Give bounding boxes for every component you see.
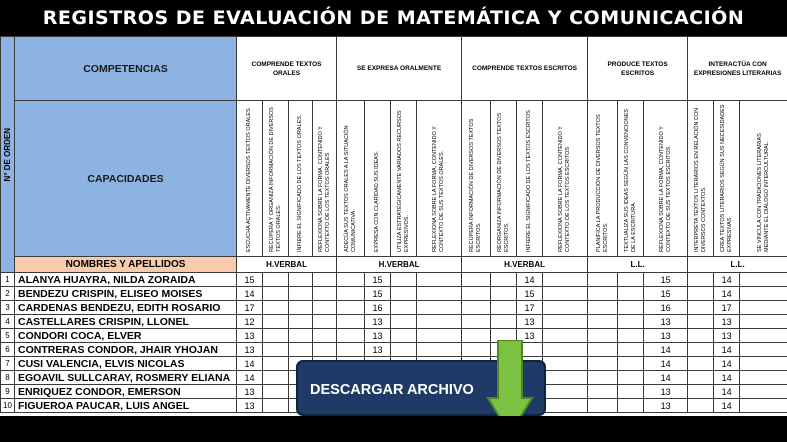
empty-cell [618, 273, 644, 287]
orden-label: N° DE ORDEN [3, 127, 12, 182]
capacidad-text: INFIERE EL SIGNIFICADO DE LOS TEXTOS ORALES. [297, 114, 303, 252]
capacidad-cell [462, 101, 491, 257]
empty-cell [391, 329, 417, 343]
page-title: REGISTROS DE EVALUACIÓN DE MATEMÁTICA Y COMUNICACIÓN [0, 0, 787, 36]
grade-cell: 13 [237, 329, 263, 343]
capacidad-cell [365, 101, 391, 257]
empty-cell [462, 315, 491, 329]
capacidad-cell [740, 101, 787, 257]
student-name: ALANYA HUAYRA, NILDA ZORAIDA [15, 273, 237, 287]
empty-cell [289, 329, 313, 343]
capacidad-text: REFLEXIONA SOBRE LA FORMA, CONTENIDO Y CONTEXTO DE LOS TEXTOS ESCRITOS [558, 126, 572, 252]
row-number: 1 [1, 273, 15, 287]
empty-cell [337, 287, 365, 301]
empty-cell [740, 357, 787, 371]
grade-cell: 14 [644, 343, 688, 357]
empty-cell [263, 329, 289, 343]
capacidad-text: REORGANIZA INFORMACIÓN DE DIVERSOS TEXTOS ESCRITOS. [496, 112, 510, 252]
empty-cell [740, 343, 787, 357]
capacidad-cell [714, 101, 740, 257]
grade-cell: 15 [644, 273, 688, 287]
grade-cell: 13 [517, 315, 543, 329]
student-name: CUSI VALENCIA, ELVIS NICOLAS [15, 357, 237, 371]
capacidad-text: REFLEXIONA SOBRE LA FORMA, CONTENIDO Y CONTEXTO DE SUS TEXTOS ORALES. [432, 126, 446, 252]
empty-cell [543, 329, 588, 343]
empty-cell [417, 329, 462, 343]
student-name: CASTELLARES CRISPIN, LLONEL [15, 315, 237, 329]
nombres-header: NOMBRES Y APELLIDOS [15, 257, 237, 273]
empty-cell [391, 273, 417, 287]
grade-cell: 13 [365, 315, 391, 329]
capacidades-header: CAPACIDADES [15, 101, 237, 257]
empty-cell [263, 371, 289, 385]
empty-cell [289, 301, 313, 315]
competencias-header: COMPETENCIAS [15, 37, 237, 101]
grade-cell: 14 [517, 273, 543, 287]
student-name: ENRIQUEZ CONDOR, EMERSON [15, 385, 237, 399]
empty-cell [391, 301, 417, 315]
grade-cell: 12 [237, 315, 263, 329]
capacidad-cell [417, 101, 462, 257]
empty-cell [688, 329, 714, 343]
empty-cell [618, 385, 644, 399]
instrumento-1: H.VERBAL [237, 257, 337, 273]
student-name: BENDEZU CRISPIN, ELISEO MOISES [15, 287, 237, 301]
capacidad-cell [289, 101, 313, 257]
empty-cell [740, 385, 787, 399]
empty-cell [688, 343, 714, 357]
grade-cell: 15 [237, 273, 263, 287]
row-number: 2 [1, 287, 15, 301]
empty-cell [263, 343, 289, 357]
empty-cell [618, 371, 644, 385]
empty-cell [740, 315, 787, 329]
empty-cell [313, 315, 337, 329]
empty-cell [417, 287, 462, 301]
empty-cell [740, 399, 787, 413]
student-name: EGOAVIL SULLCARAY, ROSMERY ELIANA [15, 371, 237, 385]
capacidad-cell [337, 101, 365, 257]
capacidad-cell [263, 101, 289, 257]
capacidad-cell [688, 101, 714, 257]
empty-cell [543, 357, 588, 371]
empty-cell [740, 273, 787, 287]
capacidad-text: RECUPERA Y ORGANIZA INFORMACIÓN DE DIVERSOS TEXTOS ORALES. [268, 107, 282, 252]
empty-cell [313, 343, 337, 357]
empty-cell [588, 371, 618, 385]
grade-cell: 13 [644, 329, 688, 343]
empty-cell [313, 273, 337, 287]
grade-cell: 13 [237, 399, 263, 413]
empty-cell [417, 301, 462, 315]
student-name: FIGUEROA PAUCAR, LUIS ANGEL [15, 399, 237, 413]
grade-cell: 13 [237, 385, 263, 399]
capacidad-text: CREA TEXTOS LITERARIOS SEGÚN SUS NECESIDADES EXPRESIVAS [719, 104, 733, 252]
grade-cell: 14 [714, 343, 740, 357]
empty-cell [543, 399, 588, 413]
capacidad-cell [391, 101, 417, 257]
capacidad-text: ADECÚA SUS TEXTOS ORALES A LA SITUACIÓN COMUNICATIVA. [343, 125, 357, 252]
empty-cell [491, 301, 517, 315]
capacidad-text: INTERPRETA TEXTOS LITERARIOS EN RELACIÓN CON DIVERSOS CONTEXTOS. [693, 107, 707, 252]
row-number: 6 [1, 343, 15, 357]
capacidad-cell [588, 101, 618, 257]
grade-cell: 14 [714, 371, 740, 385]
empty-cell [688, 273, 714, 287]
capacidad-cell [237, 101, 263, 257]
grade-cell: 14 [714, 399, 740, 413]
grade-cell: 14 [714, 385, 740, 399]
empty-cell [588, 357, 618, 371]
empty-cell [462, 301, 491, 315]
capacidad-text: UTILIZA ESTRATÉGICAMENTE VARIADOS RECURSOS EXPRESIVOS. [396, 110, 410, 252]
grade-cell: 14 [644, 371, 688, 385]
empty-cell [688, 385, 714, 399]
empty-cell [263, 273, 289, 287]
competencia-1: COMPRENDE TEXTOS ORALES [237, 37, 337, 101]
capacidad-text: TEXTUALIZA SUS IDEAS SEGÚN LAS CONVENCIONES DE LA ESCRITURA. [623, 108, 637, 252]
empty-cell [688, 357, 714, 371]
capacidad-text: REFLEXIONA SOBRE LA FORMA, CONTENIDO Y CONTEXTO DE LOS TEXTOS ORALES [317, 126, 331, 252]
empty-cell [588, 315, 618, 329]
empty-cell [391, 315, 417, 329]
empty-cell [337, 329, 365, 343]
instrumento-3: H.VERBAL [462, 257, 588, 273]
empty-cell [417, 315, 462, 329]
empty-cell [263, 301, 289, 315]
grade-cell: 17 [714, 301, 740, 315]
table-row [1, 287, 787, 301]
empty-cell [618, 343, 644, 357]
student-name: CARDENAS BENDEZU, EDITH ROSARIO [15, 301, 237, 315]
row-number: 8 [1, 371, 15, 385]
empty-cell [337, 301, 365, 315]
bottom-bar [0, 416, 787, 442]
empty-cell [337, 273, 365, 287]
empty-cell [491, 287, 517, 301]
capacidad-cell [517, 101, 543, 257]
capacidad-text: PLANIFICA LA PRODUCCIÓN DE DIVERSOS TEXTOS ESCRITOS. [595, 114, 609, 252]
row-number: 5 [1, 329, 15, 343]
empty-cell [740, 287, 787, 301]
empty-cell [543, 343, 588, 357]
grade-cell: 13 [644, 399, 688, 413]
instrumento-5: L.L. [688, 257, 787, 273]
grade-cell: 16 [644, 301, 688, 315]
capacidad-text: INFIERE EL SIGNIFICADO DE LOS TEXTOS ESCRITOS. [526, 108, 533, 252]
grade-cell: 17 [237, 301, 263, 315]
empty-cell [462, 287, 491, 301]
empty-cell [289, 273, 313, 287]
grade-cell: 13 [517, 329, 543, 343]
empty-cell [618, 287, 644, 301]
empty-cell [491, 273, 517, 287]
grade-cell: 14 [237, 357, 263, 371]
empty-cell [289, 315, 313, 329]
empty-cell [417, 343, 462, 357]
empty-cell [740, 301, 787, 315]
grade-cell: 14 [714, 273, 740, 287]
capacidad-text: RECUPERA INFORMACIÓN DE DIVERSOS TEXTOS ESCRITOS. [469, 118, 483, 252]
grade-cell: 13 [365, 329, 391, 343]
empty-cell [313, 329, 337, 343]
empty-cell [289, 343, 313, 357]
orden-header [1, 37, 15, 273]
evaluation-sheet [0, 36, 787, 416]
empty-cell [688, 287, 714, 301]
empty-cell [462, 273, 491, 287]
capacidad-cell [618, 101, 644, 257]
empty-cell [263, 385, 289, 399]
empty-cell [588, 287, 618, 301]
grade-cell: 13 [644, 385, 688, 399]
table-row [1, 343, 787, 357]
instrumento-4: L.L. [588, 257, 688, 273]
empty-cell [688, 301, 714, 315]
empty-cell [688, 371, 714, 385]
competencia-5: INTERACTÚA CON EXPRESIONES LITERARIAS [688, 37, 787, 101]
empty-cell [588, 343, 618, 357]
empty-cell [313, 301, 337, 315]
grade-cell: 17 [517, 301, 543, 315]
student-name: CONTRERAS CONDOR, JHAIR YHOJAN [15, 343, 237, 357]
empty-cell [263, 315, 289, 329]
empty-cell [543, 287, 588, 301]
empty-cell [263, 357, 289, 371]
empty-cell [588, 273, 618, 287]
competencia-4: PRODUCE TEXTOS ESCRITOS [588, 37, 688, 101]
grade-cell: 13 [237, 343, 263, 357]
empty-cell [588, 399, 618, 413]
capacidad-cell [313, 101, 337, 257]
empty-cell [337, 343, 365, 357]
empty-cell [313, 287, 337, 301]
competencia-2: SE EXPRESA ORALMENTE [337, 37, 462, 101]
grade-cell: 15 [365, 273, 391, 287]
empty-cell [688, 315, 714, 329]
empty-cell [543, 385, 588, 399]
empty-cell [491, 315, 517, 329]
empty-cell [417, 273, 462, 287]
empty-cell [618, 315, 644, 329]
capacidad-text: ESCUCHA ACTIVAMENTE DIVERSOS TEXTOS ORALES. [246, 106, 252, 252]
empty-cell [588, 385, 618, 399]
row-number: 9 [1, 385, 15, 399]
row-number: 7 [1, 357, 15, 371]
capacidad-text: EXPRESA CON CLARIDAD SUS IDEAS. [374, 150, 381, 252]
table-row [1, 329, 787, 343]
empty-cell [588, 329, 618, 343]
empty-cell [263, 399, 289, 413]
grade-cell: 14 [644, 357, 688, 371]
download-button[interactable]: DESCARGAR ARCHIVO [296, 360, 546, 416]
grade-cell: 14 [237, 287, 263, 301]
capacidad-text: REFLEXIONA SOBRE LA FORMA, CONTENIDO Y CONTEXTO DE SUS TEXTOS ESCRITOS. [658, 126, 672, 252]
grade-cell: 15 [644, 287, 688, 301]
empty-cell [588, 301, 618, 315]
capacidad-cell [491, 101, 517, 257]
table-row [1, 301, 787, 315]
table-row [1, 273, 787, 287]
grade-cell: 16 [365, 301, 391, 315]
competencia-3: COMPRENDE TEXTOS ESCRITOS [462, 37, 588, 101]
grade-cell: 13 [714, 329, 740, 343]
row-number: 10 [1, 399, 15, 413]
capacidad-text: SE VINCULA CON TRADICIONES LITERARIAS MEDIANTE EL DIÁLOGO INTERCULTURAL. [756, 133, 770, 252]
student-name: CONDORI COCA, ELVER [15, 329, 237, 343]
empty-cell [543, 301, 588, 315]
empty-cell [391, 287, 417, 301]
empty-cell [263, 287, 289, 301]
empty-cell [543, 315, 588, 329]
capacidad-cell [644, 101, 688, 257]
table-row [1, 315, 787, 329]
empty-cell [543, 371, 588, 385]
grade-cell: 13 [714, 315, 740, 329]
grade-cell: 14 [237, 371, 263, 385]
grade-cell: 15 [517, 287, 543, 301]
grade-cell: 15 [365, 287, 391, 301]
empty-cell [543, 273, 588, 287]
empty-cell [618, 399, 644, 413]
empty-cell [740, 371, 787, 385]
instrumento-2: H.VERBAL [337, 257, 462, 273]
row-number: 4 [1, 315, 15, 329]
empty-cell [391, 343, 417, 357]
grade-cell: 13 [644, 315, 688, 329]
grade-cell: 14 [714, 357, 740, 371]
empty-cell [618, 301, 644, 315]
empty-cell [337, 315, 365, 329]
row-number: 3 [1, 301, 15, 315]
grade-cell: 14 [714, 287, 740, 301]
capacidad-cell [543, 101, 588, 257]
grade-cell: 13 [365, 343, 391, 357]
evaluation-table [0, 36, 787, 413]
empty-cell [618, 329, 644, 343]
empty-cell [618, 357, 644, 371]
empty-cell [688, 399, 714, 413]
empty-cell [289, 287, 313, 301]
empty-cell [740, 329, 787, 343]
